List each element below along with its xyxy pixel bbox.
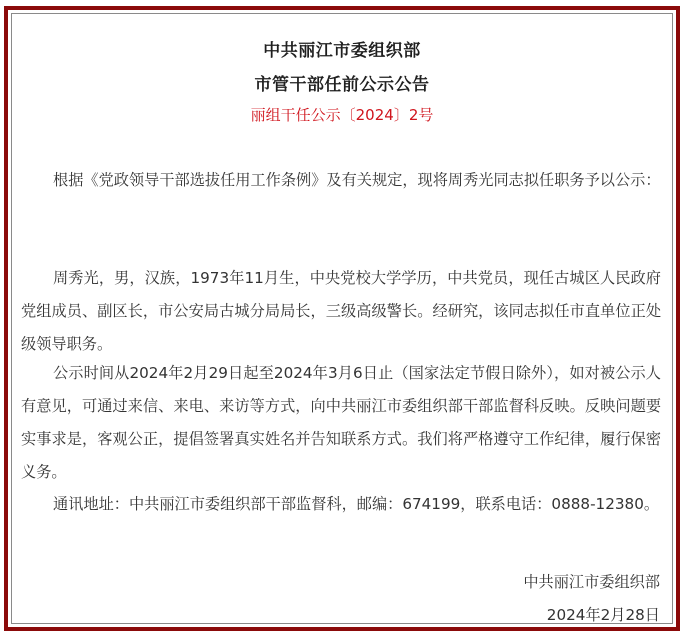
paragraph-contact-info: 通讯地址：中共丽江市委组织部干部监督科，邮编：674199，联系电话：0888-12380。 — [53, 495, 660, 513]
outer-frame-border — [4, 6, 680, 631]
notice-title: 市管干部任前公示公告 — [254, 75, 430, 95]
org-title: 中共丽江市委组织部 — [263, 41, 421, 61]
signature-date: 2024年2月28日 — [546, 606, 660, 624]
paragraph-candidate-profile: 周秀光，男，汉族，1973年11月生，中央党校大学学历，中共党员，现任古城区人民政府党组成员、副区长，市公安局古城分局局长，三级高级警长。经研究，该同志拟任市直单位正处级领导职务。 — [21, 269, 661, 353]
signature-organization: 中共丽江市委组织部 — [523, 573, 660, 591]
inner-frame-border — [11, 13, 673, 624]
paragraph-publicity-period: 公示时间从2024年2月29日起至2024年3月6日止（国家法定节假日除外），如对被公示人有意见，可通过来信、来电、来访等方式，向中共丽江市委组织部干部监督科反映。反映问题要实事求是，客观公正，提倡签署真实姓名并告知联系方式。我们将严格遵守工作纪律，履行保密义务。 — [21, 364, 661, 481]
notice-document — [12, 14, 672, 623]
paragraph-intro: 根据《党政领导干部选拔任用工作条例》及有关规定，现将周秀光同志拟任职务予以公示： — [53, 171, 661, 189]
document-number: 丽组干任公示〔2024〕2号 — [250, 106, 434, 124]
